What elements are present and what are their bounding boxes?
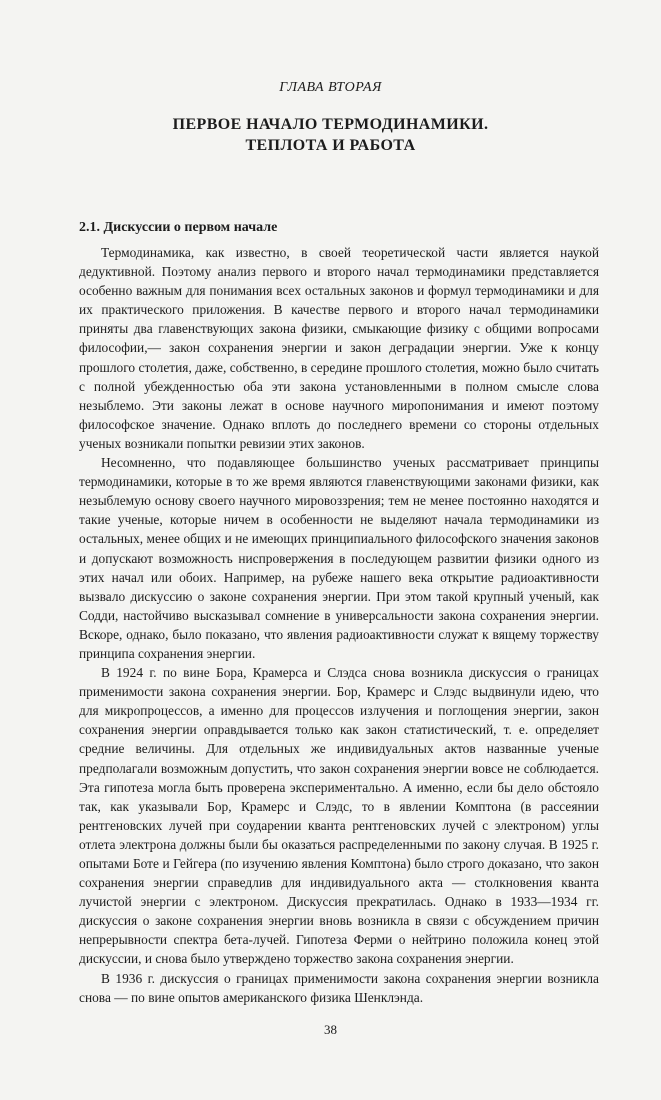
chapter-title bbox=[0, 114, 661, 156]
chapter-title-line-2: ТЕПЛОТА И РАБОТА bbox=[245, 137, 416, 154]
section-heading: 2.1. Дискуссии о первом начале bbox=[79, 220, 278, 235]
body-text bbox=[79, 243, 599, 1007]
paragraph: Несомненно, что подавляющее большинство ученых рассматривает принципы термодинамики, которые в то же время являются главенствующими законами физики, как незыблемую основу своего научного мировоззрения; тем не менее постоянно находятся и такие ученые, которые ничем в особенности не выделяют начала термодинамики из остальных, менее общих и не имеющих принципиального философского значения законов и допускают возможность ниспровержения в последующем развитии физики одного из этих начал или обоих. Например, на рубеже нашего века открытие радиоактивности вызвало дискуссию о законе сохранения энергии. При этом такой крупный ученый, как Содди, настойчиво высказывал сомнение в универсальности закона сохранения энергии. Вскоре, однако, было показано, что явления радиоактивности служат к вящему торжеству принципа сохранения энергии. bbox=[79, 455, 599, 661]
paragraph: В 1924 г. по вине Бора, Крамерса и Слэдса снова возникла дискуссия о границах применимости закона сохранения энергии. Бор, Крамерс и Слэдс выдвинули идею, что для микропроцессов, а именно для процессов излучения и поглощения энергии, закон сохранения энергии оправдывается только как закон статистический, т. е. определяет средние величины. Для отдельных же индивидуальных актов названные ученые предполагали возможным допустить, что закон сохранения энергии вовсе не соблюдается. Эта гипотеза могла быть проверена экспериментально. А именно, если бы дело обстояло так, как указывали Бор, Крамерс и Слэдс, то в явлении Комптона (в рассеянии рентгеновских лучей при соударении кванта рентгеновских лучей с электроном) углы отлета электрона должны были бы оказаться распределенными по закону случая. В 1925 г. опытами Боте и Гейгера (по изучению явления Комптона) было строго доказано, что закон сохранения энергии справедлив для индивидуального акта — столкновения кванта лучистой энергии с электроном. Дискуссия прекратилась. Однако в 1933—1934 гг. дискуссия о законе сохранения энергии вновь возникла в связи с обсуждением причин непрерывности спектра бета-лучей. Гипотеза Ферми о нейтрино положила конец этой дискуссии, и снова было утверждено торжество закона сохранения энергии. bbox=[79, 665, 599, 967]
paragraph: В 1936 г. дискуссия о границах применимости закона сохранения энергии возникла снова — по вине опытов американского физика Шенклэнда. bbox=[79, 970, 599, 1005]
chapter-title-line-1: ПЕРВОЕ НАЧАЛО ТЕРМОДИНАМИКИ. bbox=[172, 116, 489, 133]
paragraph: Термодинамика, как известно, в своей теоретической части является наукой дедуктивной. Поэтому анализ первого и второго начал термодинамики представляется особенно важным для понимания всех остальных законов и формул термодинамики и для их практического приложения. В качестве первого и второго начал термодинамики приняты два главенствующих закона физики, смыкающие физику с общими вопросами философии,— закон сохранения энергии и закон деградации энергии. Уже к концу прошлого столетия, даже, собственно, в середине прошлого столетия, можно было считать с полной убежденностью оба эти закона установленными в полном смысле слова незыблемо. Эти законы лежат в основе научного миропонимания и имеют поэтому философское значение. Однако вплоть до последнего времени со стороны отдельных ученых возникали попытки ревизии этих законов. bbox=[79, 245, 599, 451]
chapter-heading: ГЛАВА ВТОРАЯ bbox=[279, 80, 382, 95]
page-number: 38 bbox=[324, 1022, 337, 1037]
